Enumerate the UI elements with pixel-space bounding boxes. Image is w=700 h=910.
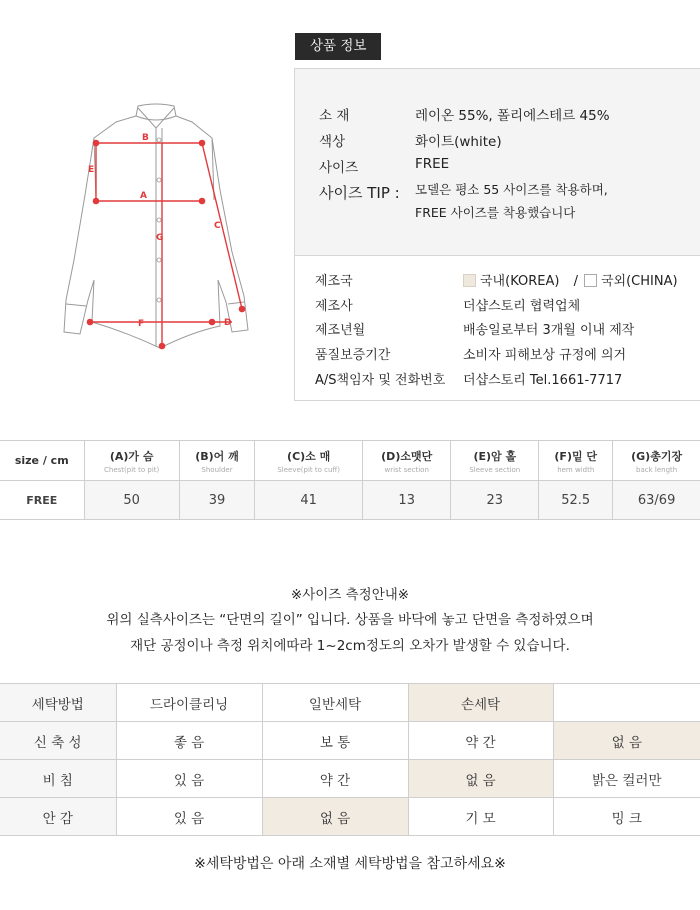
wash-cell: 드라이클리닝: [116, 684, 262, 722]
spec-value: 화이트(white): [415, 134, 502, 150]
size-header: (B)어 깨 Shoulder: [179, 441, 254, 481]
label-c: C: [214, 221, 221, 231]
size-cell: 39: [179, 481, 254, 520]
wash-cell: 밍 크: [553, 798, 700, 836]
label-e: E: [88, 165, 95, 175]
table-row: [0, 798, 700, 836]
origin-china-label: 국외(CHINA): [600, 274, 678, 289]
maker-row-as: [315, 369, 623, 388]
size-table: [0, 440, 700, 520]
wash-cell: 있 음: [116, 798, 262, 836]
label-g: G: [156, 233, 164, 243]
shirt-measurement-diagram: [52, 100, 272, 360]
wash-cell: 신 축 성: [0, 722, 116, 760]
label-f: F: [138, 319, 145, 329]
origin-separator: /: [573, 274, 578, 289]
wash-cell: 일반세탁: [262, 684, 408, 722]
wash-cell: 없 음: [408, 760, 553, 798]
wash-cell: 약 간: [262, 760, 408, 798]
size-header: (E)암 홀 Sleeve section: [451, 441, 539, 481]
size-header: size / cm: [0, 441, 84, 481]
wash-cell: 보 통: [262, 722, 408, 760]
wash-cell: 좋 음: [116, 722, 262, 760]
wash-cell: 있 음: [116, 760, 262, 798]
wash-cell: [553, 684, 700, 722]
size-table-header: [0, 441, 700, 481]
size-cell: FREE: [0, 481, 84, 520]
spec-label: 소 재: [319, 108, 350, 124]
spec-panel: [295, 69, 700, 256]
maker-row-warranty: [315, 344, 627, 363]
wash-cell: 없 음: [553, 722, 700, 760]
maker-value: 더샵스토리 협력업체: [463, 299, 581, 314]
size-cell: 52.5: [539, 481, 613, 520]
guide-title: ※사이즈 측정안내※: [290, 587, 410, 603]
maker-value: 더샵스토리 Tel.1661-7717: [463, 373, 623, 388]
maker-row-origin: [315, 270, 678, 289]
maker-label: 품질보증기간: [315, 348, 391, 363]
tip-line-2: FREE 사이즈를 착용했습니다: [415, 205, 576, 220]
wash-cell: 밝은 컬러만: [553, 760, 700, 798]
size-header: (A)가 슴 Chest(pit to pit): [84, 441, 179, 481]
size-cell: 50: [84, 481, 179, 520]
label-d: D: [224, 318, 232, 328]
wash-cell: 없 음: [262, 798, 408, 836]
maker-label: 제조국: [315, 274, 353, 289]
table-row: [0, 684, 700, 722]
size-cell: 23: [451, 481, 539, 520]
washing-footnote: ※세탁방법은 아래 소재별 세탁방법을 참고하세요※: [194, 856, 506, 872]
product-info-box: [294, 68, 700, 401]
size-cell: 13: [363, 481, 451, 520]
wash-cell: 비 침: [0, 760, 116, 798]
size-cell: 63/69: [613, 481, 700, 520]
origin-china-checkbox[interactable]: [584, 274, 597, 287]
wash-cell: 세탁방법: [0, 684, 116, 722]
size-header: (G)총기장 back length: [613, 441, 700, 481]
washing-table: [0, 683, 700, 836]
tip-line-1: 모델은 평소 55 사이즈를 착용하며,: [415, 182, 608, 197]
wash-cell: 안 감: [0, 798, 116, 836]
maker-label: 제조사: [315, 299, 353, 314]
size-header: (F)밑 단 hem width: [539, 441, 613, 481]
maker-value: 배송일로부터 3개월 이내 제작: [463, 323, 635, 338]
wash-cell: 손세탁: [408, 684, 553, 722]
table-row: [0, 481, 700, 520]
origin-korea-label: 국내(KOREA): [480, 274, 560, 289]
spec-label: 색상: [319, 134, 346, 150]
product-info-badge: 상품 정보: [295, 33, 381, 60]
guide-line-2: 재단 공정이나 측정 위치에따라 1~2cm정도의 오차가 발생할 수 있습니다.: [130, 638, 570, 654]
tip-label: 사이즈 TIP :: [319, 184, 400, 202]
guide-line-1: 위의 실측사이즈는 “단면의 길이” 입니다. 상품을 바닥에 놓고 단면을 측정하였으며: [106, 612, 594, 628]
wash-cell: 기 모: [408, 798, 553, 836]
maker-label: 제조년월: [315, 323, 366, 338]
label-a: A: [140, 191, 147, 201]
table-row: [0, 760, 700, 798]
maker-row-date: [315, 319, 635, 338]
spec-value: 레이온 55%, 폴리에스테르 45%: [415, 108, 610, 124]
spec-label: 사이즈: [319, 160, 359, 176]
table-row: [0, 722, 700, 760]
origin-options: [463, 270, 678, 289]
origin-korea-checkbox[interactable]: [463, 274, 476, 287]
wash-cell: 약 간: [408, 722, 553, 760]
maker-row-manufacturer: [315, 295, 581, 314]
maker-value: 소비자 피해보상 규정에 의거: [463, 348, 627, 363]
label-b: B: [142, 133, 149, 143]
maker-label: A/S책임자 및 전화번호: [315, 373, 446, 388]
size-cell: 41: [255, 481, 363, 520]
size-header: (C)소 매 Sleeve(pit to cuff): [255, 441, 363, 481]
size-header: (D)소맷단 wrist section: [363, 441, 451, 481]
spec-value: FREE: [415, 156, 450, 172]
